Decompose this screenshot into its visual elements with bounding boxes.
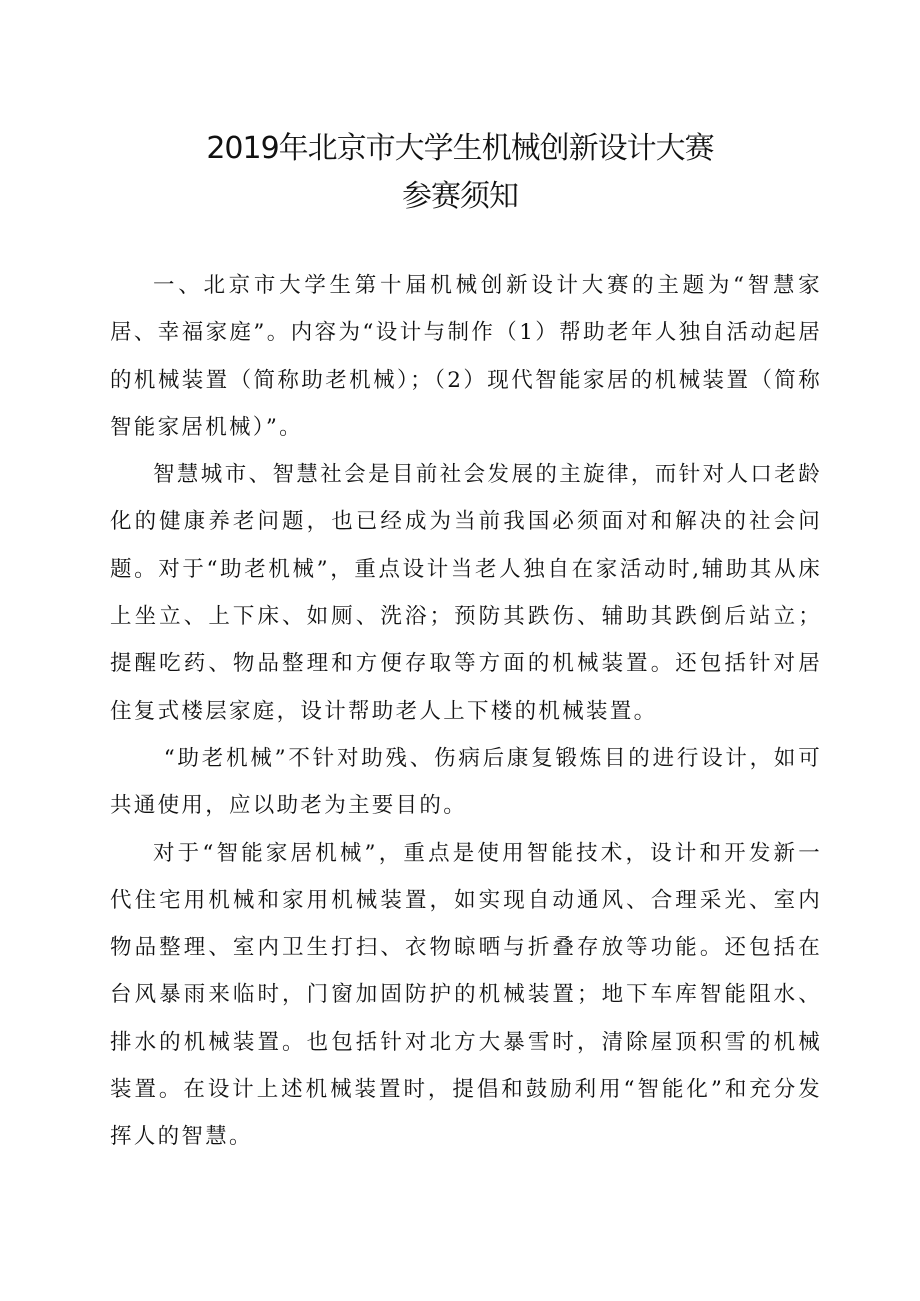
document-title — [0, 125, 920, 221]
paragraph-theme: 一、北京市大学生第十届机械创新设计大赛的主题为“智慧家居、幸福家庭”。内容为“设计与制作（1）帮助老年人独自活动起居的机械装置（简称助老机械）；（2）现代智能家居的机械装置（简称智能家居机械）”。 — [110, 273, 822, 440]
title-line-1: 2019年北京市大学生机械创新设计大赛 — [206, 131, 714, 166]
paragraph-elderly-scope: “助老机械”不针对助残、伤病后康复锻炼目的进行设计，如可共通使用，应以助老为主要目的。 — [110, 745, 822, 819]
document-body — [110, 262, 822, 1161]
paragraph-elderly-assist: 智慧城市、智慧社会是目前社会发展的主旋律，而针对人口老龄化的健康养老问题，也已经成为当前我国必须面对和解决的社会问题。对于“助老机械”，重点设计当老人独自在家活动时,辅助其从床上坐立、上下床、如厕、洗浴；预防其跌伤、辅助其跌倒后站立；提醒吃药、物品整理和方便存取等方面的机械装置。还包括针对居住复式楼层家庭，设计帮助老人上下楼的机械装置。 — [110, 462, 822, 724]
title-line-2: 参赛须知 — [402, 179, 518, 214]
paragraph-smart-home: 对于“智能家居机械”，重点是使用智能技术，设计和开发新一代住宅用机械和家用机械装置，如实现自动通风、合理采光、室内物品整理、室内卫生打扫、衣物晾晒与折叠存放等功能。还包括在台风暴雨来临时，门窗加固防护的机械装置；地下车库智能阻水、排水的机械装置。也包括针对北方大暴雪时，清除屋顶积雪的机械装置。在设计上述机械装置时，提倡和鼓励利用“智能化”和充分发挥人的智慧。 — [110, 840, 822, 1150]
